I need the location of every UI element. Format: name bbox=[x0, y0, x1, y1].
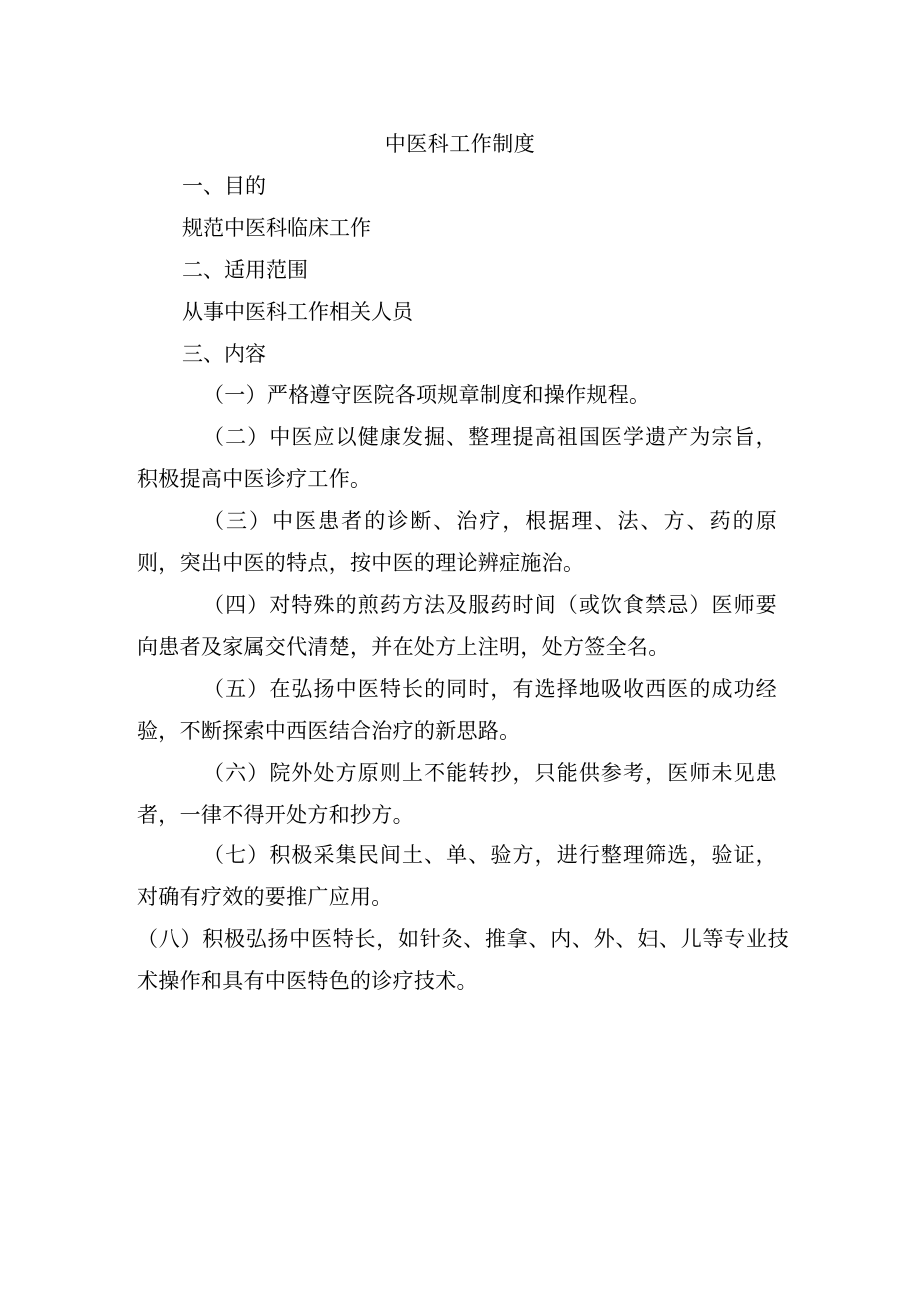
document-title: 中医科工作制度 bbox=[384, 132, 536, 156]
content-item-7: （七）积极采集民间土、单、验方，进行整理筛选，验证，对确有疗效的要推广应用。 bbox=[137, 843, 777, 909]
content-heading: 三、内容 bbox=[182, 342, 266, 366]
content-item-6: （六）院外处方原则上不能转抄，只能供参考，医师未见患者，一律不得开处方和抄方。 bbox=[137, 761, 777, 827]
content-item-4: （四）对特殊的煎药方法及服药时间（或饮食禁忌）医师要向患者及家属交代清楚，并在处方上注明，处方签全名。 bbox=[137, 593, 777, 659]
content-item-3: （三）中医患者的诊断、治疗，根据理、法、方、药的原则，突出中医的特点，按中医的理论辨症施治。 bbox=[137, 509, 777, 575]
content-item-5: （五）在弘扬中医特长的同时，有选择地吸收西医的成功经验，不断探索中西医结合治疗的新思路。 bbox=[137, 677, 777, 743]
purpose-text: 规范中医科临床工作 bbox=[182, 216, 371, 240]
content-item-1: （一）严格遵守医院各项规章制度和操作规程。 bbox=[203, 383, 651, 407]
purpose-heading: 一、目的 bbox=[182, 174, 266, 198]
content-item-8: （八）积极弘扬中医特长，如针灸、推拿、内、外、妇、儿等专业技术操作和具有中医特色的诊疗技术。 bbox=[137, 927, 789, 993]
content-item-2: （二）中医应以健康发掘、整理提高祖国医学遗产为宗旨，积极提高中医诊疗工作。 bbox=[137, 425, 777, 491]
scope-text: 从事中医科工作相关人员 bbox=[182, 300, 413, 324]
scope-heading: 二、适用范围 bbox=[182, 258, 308, 282]
